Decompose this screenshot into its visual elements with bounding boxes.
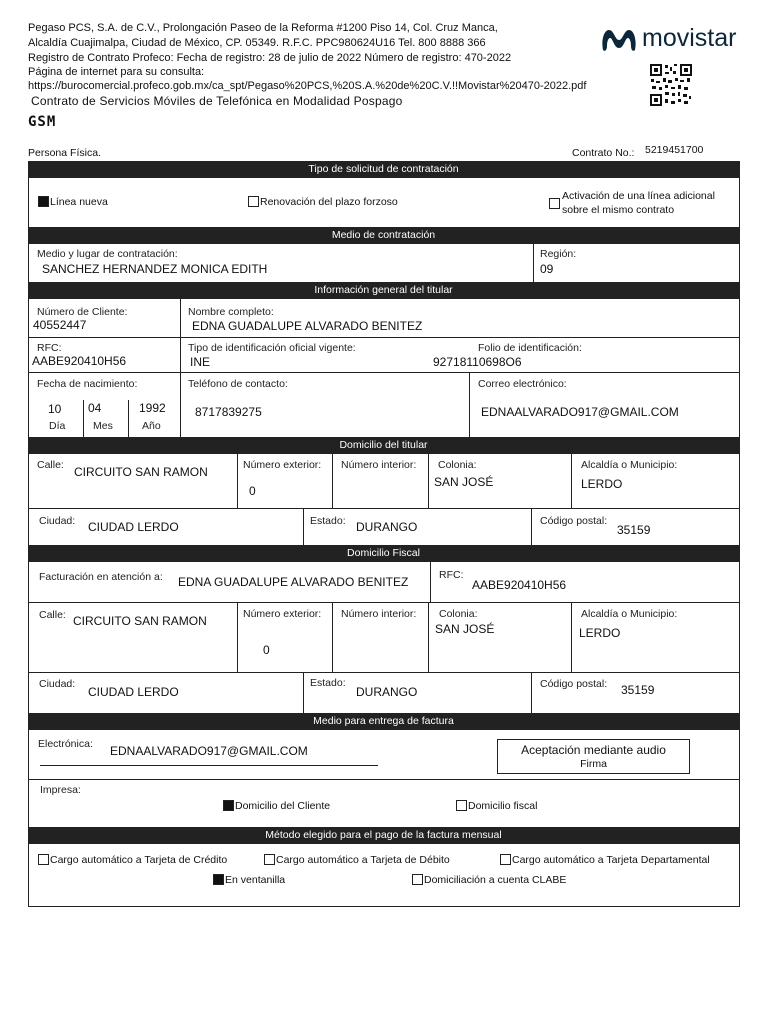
- audio-acceptance-label: Aceptación mediante audio: [521, 743, 666, 757]
- nacimiento-label: Fecha de nacimiento:: [37, 378, 138, 390]
- fis-calle-label: Calle:: [39, 609, 66, 621]
- divider: [533, 244, 534, 282]
- divider: [83, 400, 84, 437]
- fis-rfc-value: AABE920410H56: [472, 578, 567, 592]
- linea-nueva-checkbox[interactable]: [38, 196, 49, 207]
- linea-adicional-label-1: Activación de una línea adicional: [562, 190, 715, 202]
- region-label: Región:: [540, 248, 577, 260]
- divider: [531, 508, 532, 545]
- fis-atencion-value: EDNA GUADALUPE ALVARADO BENITEZ: [178, 575, 409, 589]
- dia-value: 10: [48, 402, 62, 416]
- divider: [180, 299, 181, 437]
- renovacion-checkbox[interactable]: [248, 196, 259, 207]
- telefono-label: Teléfono de contacto:: [188, 378, 288, 390]
- dom-calle-label: Calle:: [37, 459, 64, 471]
- divider: [469, 372, 470, 437]
- option-linea-adicional[interactable]: [549, 189, 715, 217]
- electronica-value: EDNAALVARADO917@GMAIL.COM: [110, 744, 308, 758]
- fis-estado-value: DURANGO: [356, 685, 418, 699]
- medio-lugar-value: SANCHEZ HERNANDEZ MONICA EDITH: [42, 262, 268, 276]
- id-tipo-label: Tipo de identificación oficial vigente:: [188, 342, 356, 354]
- rfc-value: AABE920410H56: [32, 354, 127, 368]
- renovacion-label: Renovación del plazo forzoso: [260, 196, 398, 208]
- domicilio-fiscal-label: Domicilio fiscal: [468, 800, 538, 812]
- domicilio-fiscal-checkbox[interactable]: [456, 800, 467, 811]
- dom-ext-value: 0: [249, 484, 256, 498]
- dom-ciudad-value: CIUDAD LERDO: [88, 520, 179, 534]
- cliente-value: 40552447: [33, 318, 87, 332]
- dom-cp-value: 35159: [617, 523, 651, 537]
- firma-label: Firma: [580, 758, 607, 770]
- tarjeta-departamental-checkbox[interactable]: [500, 854, 511, 865]
- movistar-m-icon: [600, 26, 638, 54]
- profeco-link[interactable]: https://burocomercial.profeco.gob.mx/ca_spt/Pegaso%20PCS,%20S.A.%20de%20C.V.!!Movistar%20470-2022.pdf: [28, 80, 587, 92]
- section-entrega-factura: Medio para entrega de factura: [28, 713, 739, 730]
- domicilio-cliente-checkbox[interactable]: [223, 800, 234, 811]
- audio-acceptance-box[interactable]: [497, 739, 690, 774]
- fis-estado-label: Estado:: [310, 677, 346, 689]
- dia-label: Día: [49, 420, 66, 432]
- ventanilla-label: En ventanilla: [225, 874, 286, 886]
- dom-ciudad-label: Ciudad:: [39, 515, 76, 527]
- divider: [428, 454, 429, 508]
- company-line-3: Registro de Contrato Profeco: Fecha de registro: 28 de julio de 2022 Número de registro: 470-2022: [28, 52, 512, 64]
- option-linea-nueva[interactable]: [38, 196, 108, 208]
- fis-cp-value: 35159: [621, 683, 655, 697]
- option-domicilio-cliente[interactable]: [223, 800, 330, 812]
- dom-int-label: Número interior:: [341, 459, 417, 471]
- contract-no-value: 5219451700: [645, 144, 704, 156]
- nombre-value: EDNA GUADALUPE ALVARADO BENITEZ: [192, 319, 423, 333]
- dom-ext-label: Número exterior:: [243, 459, 322, 471]
- fis-rfc-label: RFC:: [439, 569, 464, 581]
- dom-alcaldia-label: Alcaldía o Municipio:: [581, 459, 678, 471]
- clabe-checkbox[interactable]: [412, 874, 423, 885]
- medio-lugar-label: Medio y lugar de contratación:: [37, 248, 178, 260]
- company-line-2: Alcaldía Cuajimalpa, Ciudad de México, CP. 05349. R.F.C. PPC980624U16 Tel. 800 8888 366: [28, 37, 486, 49]
- tarjeta-debito-checkbox[interactable]: [264, 854, 275, 865]
- option-tarjeta-credito[interactable]: [38, 854, 227, 866]
- divider: [332, 602, 333, 672]
- option-tarjeta-debito[interactable]: [264, 854, 450, 866]
- correo-value: EDNAALVARADO917@GMAIL.COM: [481, 405, 679, 419]
- linea-nueva-label: Línea nueva: [50, 196, 108, 208]
- tarjeta-departamental-label: Cargo automático a Tarjeta Departamental: [512, 854, 710, 866]
- qr-code-icon: [649, 63, 693, 107]
- option-tarjeta-departamental[interactable]: [500, 854, 710, 866]
- divider: [28, 508, 740, 509]
- telefono-value: 8717839275: [195, 405, 262, 419]
- dom-estado-value: DURANGO: [356, 520, 418, 534]
- dom-colonia-value: SAN JOSÉ: [434, 475, 494, 489]
- persona-tipo: Persona Física.: [28, 147, 101, 159]
- contract-no-label: Contrato No.:: [572, 147, 635, 159]
- electronica-underline: [40, 765, 378, 766]
- fis-ext-label: Número exterior:: [243, 608, 322, 620]
- clabe-label: Domiciliación a cuenta CLABE: [424, 874, 567, 886]
- fis-colonia-label: Colonia:: [439, 608, 478, 620]
- divider: [28, 602, 740, 603]
- dom-calle-value: CIRCUITO SAN RAMON: [74, 465, 208, 479]
- divider: [28, 372, 740, 373]
- divider: [28, 672, 740, 673]
- brand-name: movistar: [642, 24, 737, 52]
- fis-atencion-label: Facturación en atención a:: [39, 571, 163, 583]
- divider: [237, 602, 238, 672]
- fis-calle-value: CIRCUITO SAN RAMON: [73, 614, 207, 628]
- section-metodo-pago: Método elegido para el pago de la factura mensual: [28, 827, 739, 844]
- fis-alcaldia-label: Alcaldía o Municipio:: [581, 608, 678, 620]
- fis-ciudad-label: Ciudad:: [39, 678, 76, 690]
- gsm-logo: GSM: [28, 114, 57, 130]
- section-medio-contratacion: Medio de contratación: [28, 227, 739, 244]
- divider: [531, 672, 532, 713]
- dom-estado-label: Estado:: [310, 515, 346, 527]
- anio-value: 1992: [139, 401, 166, 415]
- dom-alcaldia-value: LERDO: [581, 477, 623, 491]
- dom-cp-label: Código postal:: [540, 515, 608, 527]
- divider: [303, 672, 304, 713]
- ventanilla-checkbox[interactable]: [213, 874, 224, 885]
- tarjeta-credito-label: Cargo automático a Tarjeta de Crédito: [50, 854, 228, 866]
- section-tipo-solicitud: Tipo de solicitud de contratación: [28, 161, 739, 178]
- fis-alcaldia-value: LERDO: [579, 626, 621, 640]
- tarjeta-debito-label: Cargo automático a Tarjeta de Débito: [276, 854, 450, 866]
- fis-ciudad-value: CIUDAD LERDO: [88, 685, 179, 699]
- divider: [28, 779, 740, 780]
- divider: [128, 400, 129, 437]
- fis-colonia-value: SAN JOSÉ: [435, 622, 495, 636]
- option-clabe[interactable]: [412, 874, 566, 886]
- fis-cp-label: Código postal:: [540, 678, 608, 690]
- section-info-titular: Información general del titular: [28, 282, 739, 299]
- linea-adicional-checkbox[interactable]: [549, 198, 560, 209]
- divider: [332, 454, 333, 508]
- fis-int-label: Número interior:: [341, 608, 417, 620]
- contract-title: Contrato de Servicios Móviles de Telefónica en Modalidad Pospago: [31, 94, 403, 108]
- anio-label: Año: [142, 420, 161, 432]
- folio-label: Folio de identificación:: [478, 342, 582, 354]
- divider: [237, 454, 238, 508]
- section-domicilio-fiscal: Domicilio Fiscal: [28, 545, 739, 562]
- tarjeta-credito-checkbox[interactable]: [38, 854, 49, 865]
- divider: [430, 562, 431, 602]
- linea-adicional-label-2: sobre el mismo contrato: [562, 204, 675, 216]
- mes-value: 04: [88, 401, 102, 415]
- option-renovacion[interactable]: [248, 196, 398, 208]
- correo-label: Correo electrónico:: [478, 378, 567, 390]
- company-line-1: Pegaso PCS, S.A. de C.V., Prolongación Paseo de la Reforma #1200 Piso 14, Col. Cruz Manca,: [28, 22, 498, 34]
- divider: [428, 602, 429, 672]
- region-value: 09: [540, 262, 554, 276]
- domicilio-cliente-label: Domicilio del Cliente: [235, 800, 331, 812]
- company-line-4: Página de internet para su consulta:: [28, 66, 205, 78]
- rfc-label: RFC:: [37, 342, 62, 354]
- fis-ext-value: 0: [263, 643, 270, 657]
- folio-value: 92718110698O6: [433, 355, 522, 369]
- mes-label: Mes: [93, 420, 113, 432]
- divider: [571, 454, 572, 508]
- electronica-label: Electrónica:: [38, 738, 93, 750]
- option-ventanilla[interactable]: [213, 874, 285, 886]
- divider: [571, 602, 572, 672]
- option-domicilio-fiscal[interactable]: [456, 800, 537, 812]
- cliente-label: Número de Cliente:: [37, 306, 128, 318]
- impresa-label: Impresa:: [40, 784, 81, 796]
- id-tipo-value: INE: [190, 355, 211, 369]
- divider: [303, 508, 304, 545]
- section-domicilio-titular: Domicilio del titular: [28, 437, 739, 454]
- dom-colonia-label: Colonia:: [438, 459, 477, 471]
- divider: [28, 337, 740, 338]
- nombre-label: Nombre completo:: [188, 306, 274, 318]
